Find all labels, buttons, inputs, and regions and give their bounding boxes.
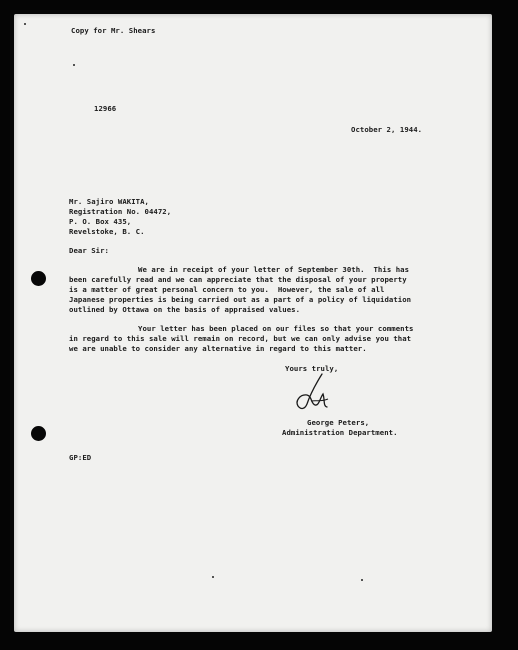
body-line: been carefully read and we can appreciate that the disposal of your property <box>69 275 407 284</box>
recipient-registration: Registration No. 04472, <box>69 207 172 216</box>
speck <box>361 579 363 581</box>
recipient-city: Revelstoke, B. C. <box>69 227 145 236</box>
letter-date: October 2, 1944. <box>351 125 423 134</box>
recipient-box: P. O. Box 435, <box>69 217 132 226</box>
body-line: We are in receipt of your letter of September 30th. This has <box>138 265 410 274</box>
body-line: Your letter has been placed on our files so that your comments <box>138 324 414 333</box>
handwritten-signature <box>287 370 347 412</box>
body-line: we are unable to consider any alternative in regard to this matter. <box>69 344 367 353</box>
body-line: outlined by Ottawa on the basis of appraised values. <box>69 305 301 314</box>
letter-page <box>14 14 492 632</box>
speck <box>212 576 214 578</box>
salutation: Dear Sir: <box>69 246 109 255</box>
recipient-name: Mr. Sajiro WAKITA, <box>69 197 149 206</box>
file-number: 12966 <box>94 104 117 113</box>
speck <box>73 64 75 66</box>
closing: Yours truly, <box>285 364 339 373</box>
speck <box>24 23 26 25</box>
signatory-name: George Peters, <box>307 418 370 427</box>
body-line: Japanese properties is being carried out as a part of a policy of liquidation <box>69 295 412 304</box>
signatory-department: Administration Department. <box>282 428 398 437</box>
punch-hole-top <box>31 271 46 286</box>
typist-initials: GP:ED <box>69 453 92 462</box>
copy-note: Copy for Mr. Shears <box>71 26 156 35</box>
body-line: in regard to this sale will remain on record, but we can only advise you that <box>69 334 412 343</box>
punch-hole-bottom <box>31 426 46 441</box>
body-line: is a matter of great personal concern to you. However, the sale of all <box>69 285 385 294</box>
